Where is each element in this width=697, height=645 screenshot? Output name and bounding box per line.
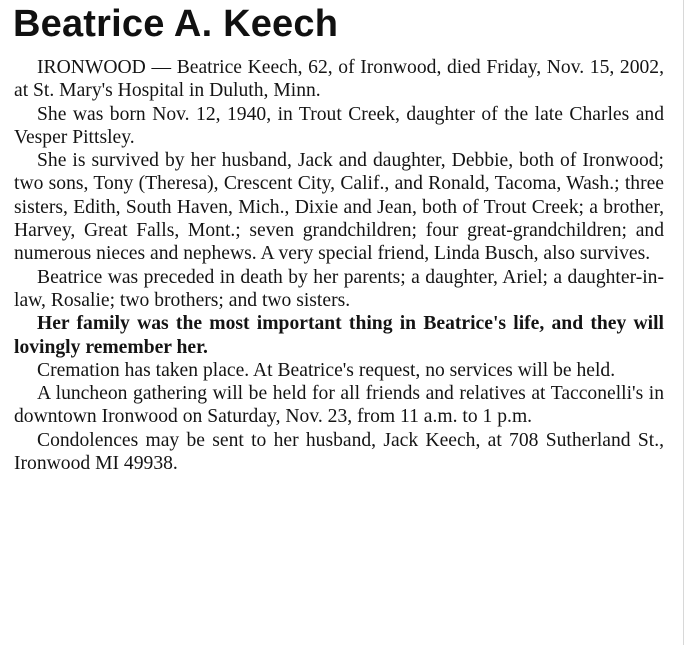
- paragraph-death-notice: IRONWOOD — Beatrice Keech, 62, of Ironwood, died Friday, Nov. 15, 2002, at St. Mary's Hospital in Duluth, Minn.: [14, 57, 664, 102]
- paragraph-condolences: Condolences may be sent to her husband, Jack Keech, at 708 Sutherland St., Ironwood MI 49938.: [14, 429, 664, 475]
- obituary-headline: Beatrice A. Keech: [13, 3, 339, 45]
- obituary-body: [14, 56, 664, 475]
- paragraph-luncheon: A luncheon gathering will be held for all friends and relatives at Tacconelli's in downtown Ironwood on Saturday, Nov. 23, from 11 a.m. to 1 p.m.: [14, 383, 664, 428]
- paragraph-cremation: Cremation has taken place. At Beatrice's request, no services will be held.: [37, 359, 616, 381]
- paragraph-birth: She was born Nov. 12, 1940, in Trout Creek, daughter of the late Charles and Vesper Pittsley.: [14, 103, 664, 148]
- paragraph-family-tribute: Her family was the most important thing in Beatrice's life, and they will lovingly remember her.: [14, 313, 664, 358]
- paragraph-survivors: She is survived by her husband, Jack and daughter, Debbie, both of Ironwood; two sons, Tony (Theresa), Crescent City, Calif., and Ronald, Tacoma, Wash.; three sisters, Edith, South Haven, Mich., Dixie and Jean, both of Trout Creek; a brother, Harvey, Great Falls, Mont.; seven grandchildren; four great-grandchildren; and numerous nieces and nephews. A very special friend, Linda Busch, also survives.: [14, 150, 664, 265]
- paragraph-preceded: Beatrice was preceded in death by her parents; a daughter, Ariel; a daughter-in-law, Rosalie; two brothers; and two sisters.: [14, 266, 664, 311]
